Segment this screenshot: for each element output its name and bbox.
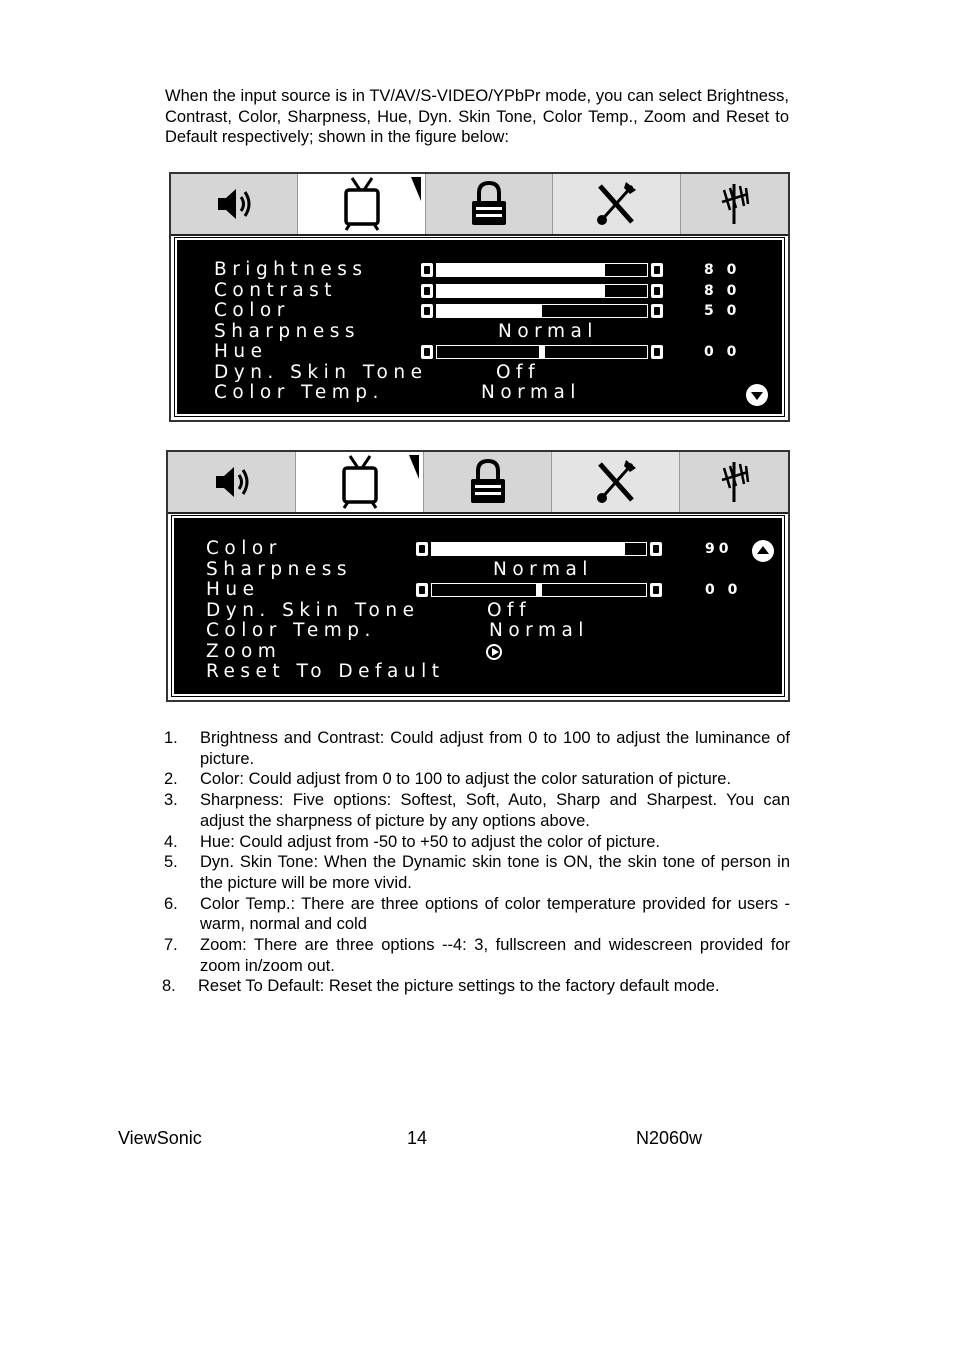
slider-track	[431, 542, 647, 556]
osd-label-sharpness: Sharpness	[206, 558, 353, 580]
slider-left-cap	[421, 284, 433, 298]
slider-track	[431, 583, 647, 597]
osd-slider-brightness[interactable]	[421, 263, 663, 277]
tools-icon	[594, 180, 638, 228]
tv-icon	[340, 176, 384, 232]
osd-label-color: Color	[214, 300, 290, 321]
slider-track	[436, 304, 648, 318]
note-number: 1.	[164, 729, 178, 747]
tools-icon	[594, 458, 638, 506]
speaker-icon	[212, 182, 256, 226]
slider-track	[436, 263, 648, 277]
antenna-icon	[716, 458, 752, 506]
slider-right-cap	[650, 583, 662, 597]
osd-value-color-temp: Normal	[481, 382, 581, 403]
note-number: 3.	[164, 791, 178, 810]
slider-track	[436, 284, 648, 298]
speaker-icon	[210, 460, 254, 504]
lock-icon	[467, 179, 511, 229]
osd-value-contrast: 8 0	[704, 282, 741, 299]
slider-fill	[432, 543, 625, 555]
osd-label-brightness: Brightness	[214, 259, 368, 280]
tab-lock[interactable]	[426, 174, 553, 234]
osd-label-color: Color	[206, 538, 282, 559]
osd-label-color-temp: Color Temp.	[214, 382, 384, 403]
slider-left-cap	[416, 542, 428, 556]
osd-settings-list	[175, 238, 784, 416]
note-text: Hue: Could adjust from -50 to +50 to adjust the color of picture.	[200, 832, 660, 851]
slider-right-cap	[651, 304, 663, 318]
scroll-up-icon[interactable]	[752, 540, 774, 562]
slider-fill	[437, 264, 605, 276]
slider-right-cap	[650, 542, 662, 556]
cursor-icon	[409, 176, 423, 202]
submenu-arrow-icon[interactable]	[486, 644, 502, 660]
tv-icon	[338, 454, 382, 510]
tab-tv-channel[interactable]	[681, 174, 788, 234]
note-text: Dyn. Skin Tone: When the Dynamic skin tone is ON, the skin tone of person in the picture will be more vivid.	[200, 853, 790, 892]
osd-label-dyn-skin-tone: Dyn. Skin Tone	[214, 361, 428, 383]
tab-tv-channel[interactable]	[680, 452, 788, 512]
scroll-down-icon[interactable]	[746, 384, 768, 406]
osd-slider-hue[interactable]	[421, 345, 663, 359]
osd-tab-bar	[171, 174, 788, 236]
intro-text: When the input source is in TV/AV/S-VIDEO/YPbPr mode, you can select Brightness, Contrast, Color, Sharpness, Hue, Dyn. Skin Tone, Color Temp., Zoom and Reset to Default respectively; shown in the figure below:	[165, 87, 789, 146]
note-item	[164, 769, 790, 790]
slider-track	[436, 345, 648, 359]
note-number: 5.	[164, 853, 178, 872]
osd-label-dyn-skin-tone: Dyn. Skin Tone	[206, 599, 420, 621]
tab-setup[interactable]	[553, 174, 680, 234]
osd-menu-page-1	[169, 172, 790, 422]
osd-label-sharpness: Sharpness	[214, 320, 361, 342]
osd-label-color-temp: Color Temp.	[206, 620, 376, 641]
osd-tab-bar	[168, 452, 788, 514]
osd-value-dyn-skin-tone: Off	[487, 599, 532, 621]
osd-value-hue: 0 0	[704, 344, 741, 360]
note-item	[164, 728, 790, 769]
osd-slider-color[interactable]	[416, 542, 662, 556]
note-text: Zoom: There are three options --4: 3, fullscreen and widescreen provided for zoom in/zoom out.	[200, 936, 790, 975]
slider-right-cap	[651, 345, 663, 359]
slider-left-cap	[421, 304, 433, 318]
note-text: Sharpness: Five options: Softest, Soft, Auto, Sharp and Sharpest. You can adjust the sharpness of picture by any options above.	[200, 791, 790, 830]
tab-audio[interactable]	[168, 452, 296, 512]
osd-value-brightness: 8 0	[704, 262, 741, 278]
antenna-icon	[716, 180, 752, 228]
osd-menu-page-2	[166, 450, 790, 702]
note-number: 6.	[164, 894, 178, 913]
feature-notes-list	[164, 728, 790, 997]
osd-label-contrast: Contrast	[214, 279, 338, 301]
osd-settings-list	[172, 516, 784, 696]
note-item	[164, 935, 790, 976]
note-text: Brightness and Contrast: Could adjust from 0 to 100 to adjust the luminance of picture.	[200, 729, 790, 768]
osd-value-color: 90	[705, 541, 733, 557]
tab-audio[interactable]	[171, 174, 298, 234]
osd-label-zoom: Zoom	[206, 640, 282, 662]
note-item	[162, 976, 790, 997]
osd-value-sharpness: Normal	[493, 558, 593, 580]
slider-right-cap	[651, 284, 663, 298]
osd-label-reset-to-default: Reset To Default	[206, 661, 445, 682]
note-item	[164, 790, 790, 831]
tab-picture[interactable]	[296, 452, 424, 512]
note-number: 2.	[164, 770, 178, 789]
note-number: 4.	[164, 832, 178, 851]
osd-slider-hue[interactable]	[416, 583, 662, 597]
note-item	[164, 852, 790, 893]
tab-setup[interactable]	[552, 452, 680, 512]
slider-left-cap	[421, 263, 433, 277]
intro-paragraph	[165, 86, 789, 148]
osd-value-sharpness: Normal	[498, 320, 598, 342]
note-number: 8.	[162, 977, 176, 996]
cursor-icon	[407, 454, 421, 480]
slider-fill	[437, 285, 605, 297]
note-text: Reset To Default: Reset the picture settings to the factory default mode.	[198, 977, 720, 996]
slider-left-cap	[421, 345, 433, 359]
note-item	[164, 894, 790, 935]
osd-slider-color[interactable]	[421, 304, 663, 318]
slider-center-marker	[536, 583, 542, 597]
slider-fill	[437, 305, 542, 317]
osd-value-dyn-skin-tone: Off	[496, 361, 541, 383]
footer-page-number: 14	[407, 1128, 428, 1148]
osd-label-hue: Hue	[206, 579, 260, 600]
osd-value-hue: 0 0	[705, 582, 742, 598]
osd-value-color: 5 0	[704, 303, 741, 319]
footer-brand: ViewSonic	[118, 1128, 202, 1148]
slider-right-cap	[651, 263, 663, 277]
note-number: 7.	[164, 936, 178, 955]
note-text: Color: Could adjust from 0 to 100 to adjust the color saturation of picture.	[200, 770, 732, 789]
osd-value-color-temp: Normal	[489, 620, 589, 641]
lock-icon	[466, 457, 510, 507]
tab-picture[interactable]	[298, 174, 425, 234]
note-item	[164, 832, 790, 853]
footer-model: N2060w	[636, 1128, 703, 1148]
slider-left-cap	[416, 583, 428, 597]
note-text: Color Temp.: There are three options of color temperature provided for users - warm, normal and cold	[200, 894, 790, 934]
tab-lock[interactable]	[424, 452, 552, 512]
osd-slider-contrast[interactable]	[421, 284, 663, 298]
osd-label-hue: Hue	[214, 341, 268, 362]
slider-center-marker	[539, 345, 545, 359]
